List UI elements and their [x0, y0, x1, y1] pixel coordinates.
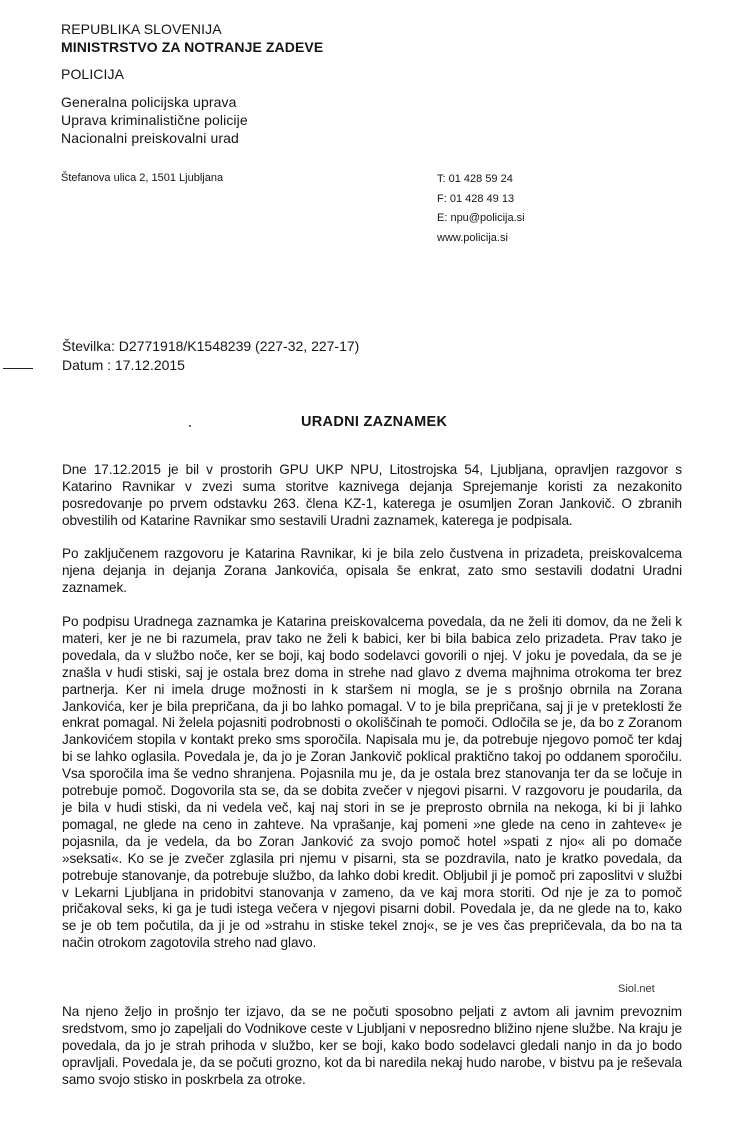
header-police: POLICIJA — [61, 66, 125, 82]
address: Štefanova ulica 2, 1501 Ljubljana — [61, 172, 224, 184]
contact-block — [437, 170, 525, 248]
margin-mark — [3, 368, 33, 369]
contact-fax: F: 01 428 49 13 — [437, 192, 515, 205]
paragraph-1: Dne 17.12.2015 je bil v prostorih GPU UKP NPU, Litostrojska 54, Ljubljana, opravljen razgovor s Katarino Ravnikar v zvezi suma storitve kaznivega dejanja Sprejemanje koristi za nezakonito posredovanje po prvem odstavku 263. člena KZ-1, katerega je osumljen Zoran Jankovič. O zbranih obvestilih od Katarine Ravnikar smo sestavili Uradni zaznamek, katerega je podpisala. — [62, 462, 682, 528]
contact-email: E: npu@policija.si — [437, 212, 525, 224]
document-date: Datum : 17.12.2015 — [62, 357, 185, 373]
header-country: REPUBLIKA SLOVENIJA — [61, 21, 222, 37]
paragraph-4: Na njeno željo in prošnjo ter izjavo, da se ne počuti sposobno peljati z avtom ali javnim prevoznim sredstvom, smo jo zapeljali do Vodnikove ceste v Ljubljani v neposredno bližino njene službe. Na kraju je povedala, da jo je strah prihoda v službo, ker se boji, kako bodo sodelavci gledali nanjo in da jo bodo opravljali. Povedala je, da se počuti grozno, kot da bi naredila nekaj hudo narobe, v bistvu pa je reševala samo svojo stisko in poskrbela za otroke. — [62, 1004, 682, 1087]
header-unit-2: Uprava kriminalistične policije — [61, 112, 248, 128]
paragraph-3: Po podpisu Uradnega zaznamka je Katarina preiskovalcema povedala, da ne želi iti domov, da ne želi k materi, ker je ne bi razumela, prav tako ne želi k babici, ker bi bila babica zelo prizadeta. Prav tako je povedala, da v službo noče, ker se boji, kaj bodo sodelavci govorili o njej. V joku je povedala, da se je znašla v hudi stiski, saj je ostala brez doma in strehe nad glavo z dvema majhnima otrokoma ter brez partnerja. Ker ni imela druge možnosti in k staršem ni mogla, se je s prošnjo obrnila na Zorana Jankovića, ker je bila prepričana, da ji bo lahko pomagal. V to je bila prepričana, saj ji je v preteklosti že enkrat pomagal. Ni želela pojasniti podrobnosti o okoliščinah te pomoči. Odločila se je, da bo z Zoranom Jankovićem stopila v kontakt preko sms sporočila. Napisala mu je, da potrebuje njegovo pomoč ter kdaj bi se lahko oglasila. Povedala je, da jo je Zoran Jankovič poklical praktično takoj po oddanem sporočilu. Vsa sporočila ima še vedno shranjena. Pojasnila mu je, da je ostala brez stanovanja ter da se ločuje in potrebuje pomoč. Dogovorila sta se, da se dobita zvečer v njegovi pisarni. V razgovoru je poudarila, da je bila v hudi stiski, da ni vedela več, kaj naj stori in se je preprosto obrnila na nekoga, ki bi ji lahko pomagal, ne glede na ceno in zahteve. Na vprašanje, kaj pomeni »ne glede na ceno in zahteve« je pojasnila, da je vedela, da bo Zoran Janković za svojo pomoč hotel »spati z njo« ali po domače »seksati«. Ko se je zvečer zglasila pri njemu v pisarni, sta se pozdravila, nato je kratko povedala, da potrebuje stanovanje, da potrebuje službo, da lahko dobi kredit. Obljubil ji je pomoč pri zaposlitvi v službi v Lekarni Ljubljana in pridobitvi stanovanja v zameno, da ve kaj mora storiti. Od nje je za to pomoč pričakoval seks, ki ga je tudi istega večera v njegovi pisarni dobil. Povedala je, da ne glede na to, kako se je ob tem počutila, da ji je od »strahu in stiske tekel znoj«, se je ves čas prepričevala, da bo na ta način otrokom zagotovila streho nad glavo. — [62, 614, 682, 951]
scan-dot — [189, 425, 191, 427]
header-ministry: MINISTRSTVO ZA NOTRANJE ZADEVE — [61, 39, 324, 55]
document-number: Številka: D2771918/K1548239 (227-32, 227-17) — [62, 338, 360, 354]
paragraph-2: Po zaključenem razgovoru je Katarina Ravnikar, ki je bila zelo čustvena in prizadeta, preiskovalcema njena dejanja in dejanja Zorana Jankovića, opisala še enkrat, zato smo sestavili dodatni Uradni zaznamek. — [62, 546, 682, 595]
contact-web: www.policija.si — [437, 231, 508, 244]
header-unit-1: Generalna policijska uprava — [61, 94, 237, 110]
document-title: URADNI ZAZNAMEK — [301, 414, 448, 430]
watermark: Siol.net — [618, 983, 655, 995]
contact-phone: T: 01 428 59 24 — [437, 173, 513, 185]
header-unit-3: Nacionalni preiskovalni urad — [61, 130, 239, 146]
